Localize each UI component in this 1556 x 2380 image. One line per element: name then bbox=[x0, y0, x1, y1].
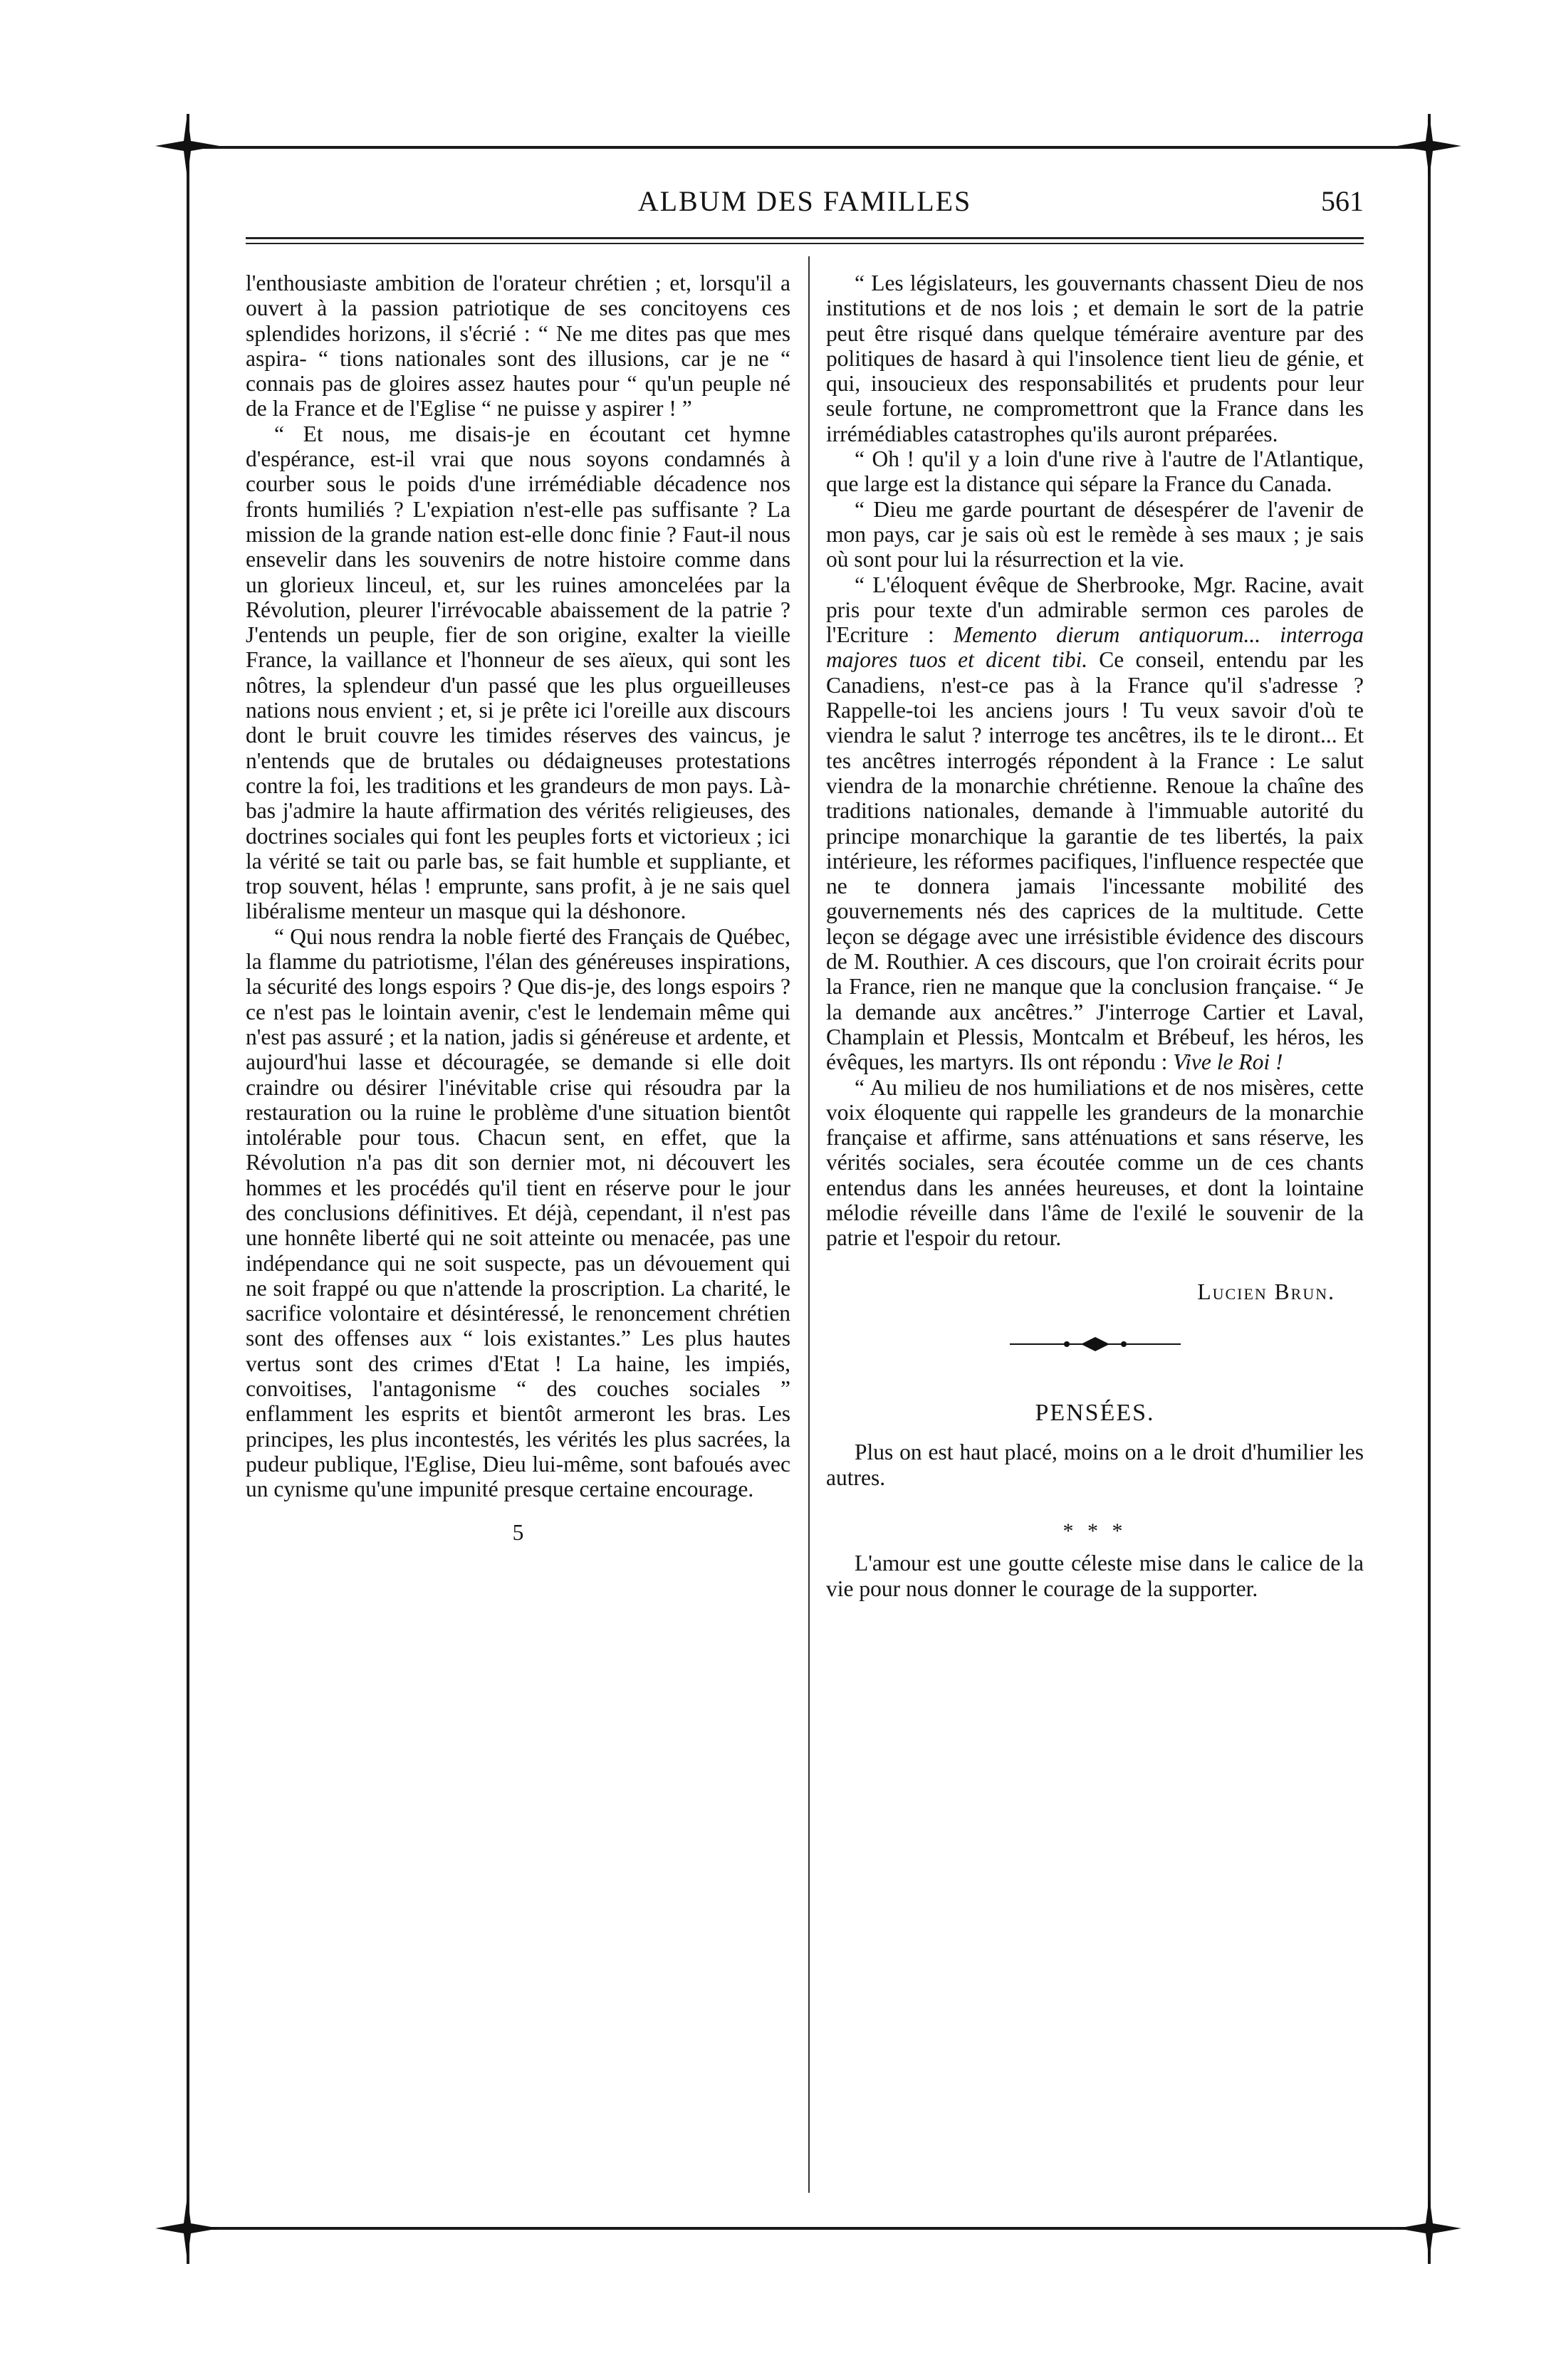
vive-le-roi: Vive le Roi ! bbox=[1173, 1049, 1283, 1075]
frame-top-border bbox=[185, 146, 1431, 149]
paragraph: “ Et nous, me disais-je en écoutant cet hymne d'espérance, est-il vrai que nous soyons condamnés à courber sous le poids d'une irrémédiable décadence nos fronts humiliés ? L'expiation n'est-elle pas suffisante ? La mission de la grande nation est-elle donc finie ? Faut-il nous ensevelir dans les souvenirs de notre histoire comme dans un glorieux linceul, et, sur les ruines amoncelées par la Révolution, pleurer l'irrévocable abaissement de la patrie ? J'entends un peuple, fier de son origine, exalter la vieille France, la vaillance et l'honneur de ses aïeux, qui sont les nôtres, la splendeur d'un passé que les plus orgueilleuses nations nous envient ; et, si je prête ici l'oreille aux discours dont le bruit couvre les timides réserves des vaincus, je n'entends que de brutales ou dédaigneuses protestations contre la foi, les traditions et les grandeurs de mon pays. Là-bas j'admire la haute affirmation des vérités religieuses, des doctrines sociales qui font les peuples forts et victorieux ; ici la vérité se tait ou parle bas, se fait humble et suppliante, et trop souvent, hélas ! emprunte, sans profit, à je ne sais quel libéralisme menteur un masque qui la déshonore. bbox=[246, 421, 790, 924]
paragraph: “ Dieu me garde pourtant de désespérer de l'avenir de mon pays, car je sais où est le remède à ses maux ; je sais où sont pour lui la résurrection et la vie. bbox=[826, 496, 1364, 572]
signature-mark: 5 bbox=[512, 1519, 524, 1545]
thought: L'amour est une goutte céleste mise dans le calice de la vie pour nous donner le courage de la supporter. bbox=[826, 1551, 1364, 1601]
stars-separator: * * * bbox=[1062, 1519, 1127, 1543]
page-header bbox=[246, 182, 1364, 224]
paragraph: l'enthousiaste ambition de l'orateur chrétien ; et, lorsqu'il a ouvert à la passion patriotique de ses concitoyens ces splendides horizons, il s'écrié : “ Ne me dites pas que mes aspira- “ tions nationales sont des illusions, car je ne “ connais pas de gloires assez hautes pour “ qu'un peuple né de la France et de l'Eglise “ ne puisse y aspirer ! ” bbox=[246, 271, 790, 421]
corner-ornament-icon bbox=[155, 2196, 219, 2260]
latin-quote: Memento dierum antiquorum... interroga majores tuos et dicent tibi. bbox=[826, 622, 1364, 673]
paragraph: “ Les législateurs, les gouvernants chassent Dieu de nos institutions et de nos lois ; et demain le sort de la patrie peut être risqué dans quelque téméraire aventure par des politiques de hasard à qui l'insolence tient lieu de génie, et qui, insoucieux des responsabilités et prudents pour leur seule fortune, ne compromettront que la France dans les irrémédiables catastrophes qu'ils auront préparées. bbox=[826, 271, 1364, 446]
section-title: PENSÉES. bbox=[1035, 1400, 1155, 1427]
author-signature: Lucien Brun. bbox=[1197, 1279, 1335, 1304]
header-rule bbox=[246, 243, 1364, 244]
corner-ornament-icon bbox=[1397, 114, 1461, 178]
thought: Plus on est haut placé, moins on a le droit d'humilier les autres. bbox=[826, 1440, 1364, 1490]
page-number: 561 bbox=[1321, 185, 1364, 217]
paragraph-start: “ L'éloquent évêque de Sherbrooke, Mgr. Racine, avait pris pour texte d'un admirable sermon ces paroles de l'Ecriture : bbox=[826, 572, 1364, 648]
frame-bottom-border bbox=[185, 2227, 1431, 2230]
paragraph: “ Oh ! qu'il y a loin d'une rive à l'autre de l'Atlantique, que large est la distance qui sépare la France du Canada. bbox=[826, 446, 1364, 497]
frame-right-border bbox=[1428, 114, 1431, 2264]
frame-left-border bbox=[187, 114, 189, 2264]
corner-ornament-icon bbox=[155, 114, 219, 178]
paragraph-continuation: Ce conseil, entendu par les Canadiens, n'est-ce pas à la France qu'il s'adresse ? Rappelle-toi les anciens jours ! Tu veux savoir d'où te viendra le salut ? interroge tes ancêtres, ils te le diront... Et tes ancêtres interrogés répondent à la France : Le salut viendra de la monarchie chrétienne. Renoue la chaîne des traditions nationales, demande à l'immuable autorité du principe monarchique la garantie de tes libertés, la paix intérieure, les réformes pacifiques, l'influence respectée que ne te donnera jamais l'incessante mobilité des gouvernements nés des caprices de la multitude. Cette leçon se dégage avec une irrésistible évidence des discours de M. Routhier. A ces discours, que l'on croirait écrits pour la France, rien ne manque que la conclusion française. “ Je la demande aux ancêtres.” J'interroge Cartier et Laval, Champlain et Plessis, Montcalm et Brébeuf, les héros, les évêques, les martyrs. Ils ont répondu : bbox=[826, 647, 1364, 1075]
paragraph bbox=[826, 572, 1364, 1075]
column-divider bbox=[808, 256, 810, 2193]
paragraph: “ Qui nous rendra la noble fierté des Français de Québec, la flamme du patriotisme, l'élan des généreuses inspirations, la sécurité des longs espoirs ? Que dis-je, des longs espoirs ? ce n'est pas le lointain avenir, c'est le lendemain même qui n'est pas assuré ; et la nation, jadis si généreuse et ardente, et aujourd'hui lasse et découragée, se demande si elle doit craindre ou désirer l'inévitable crise qui résoudra par la restauration ou la ruine le problème d'une situation bientôt intolérable pour tous. Chacun sent, en effet, que la Révolution n'a pas dit son dernier mot, ni découvert les hommes et les procédés qu'il tient en réserve pour le jour des conclusions définitives. Et déjà, cependant, il n'est pas une honnête liberté qui ne soit atteinte ou menacée, pas une indépendance qui ne soit suspecte, pas un dévouement qui ne soit frappé ou que n'attende la proscription. La charité, le sacrifice volontaire et désintéressé, le renoncement chrétien sont des offenses aux “ lois existantes.” Les plus hautes vertus sont des crimes d'Etat ! La haine, les impiés, convoitises, l'antagonisme “ des couches sociales ” enflamment les esprits et bientôt armeront les bras. Les principes, les plus incontestés, les vérités les plus sacrées, la pudeur publique, l'Eglise, Dieu lui-même, sont bafoués avec un cynisme qu'une impunité presque certaine encourage. bbox=[246, 923, 790, 1502]
corner-ornament-icon bbox=[1397, 2196, 1461, 2260]
ornamental-divider-icon bbox=[826, 1333, 1364, 1358]
right-column bbox=[826, 271, 1364, 1601]
left-column bbox=[246, 271, 790, 1545]
header-rule bbox=[246, 237, 1364, 239]
running-title: ALBUM DES FAMILLES bbox=[637, 185, 972, 217]
paragraph: “ Au milieu de nos humiliations et de nos misères, cette voix éloquente qui rappelle les grandeurs de la monarchie française et affirme, sans atténuations et sans réserve, les vérités sociales, sera écoutée comme un de ces chants entendus dans les années heureuses, et dont la lointaine mélodie réveille dans l'âme de l'exilé le souvenir de la patrie et l'espoir du retour. bbox=[826, 1074, 1364, 1251]
